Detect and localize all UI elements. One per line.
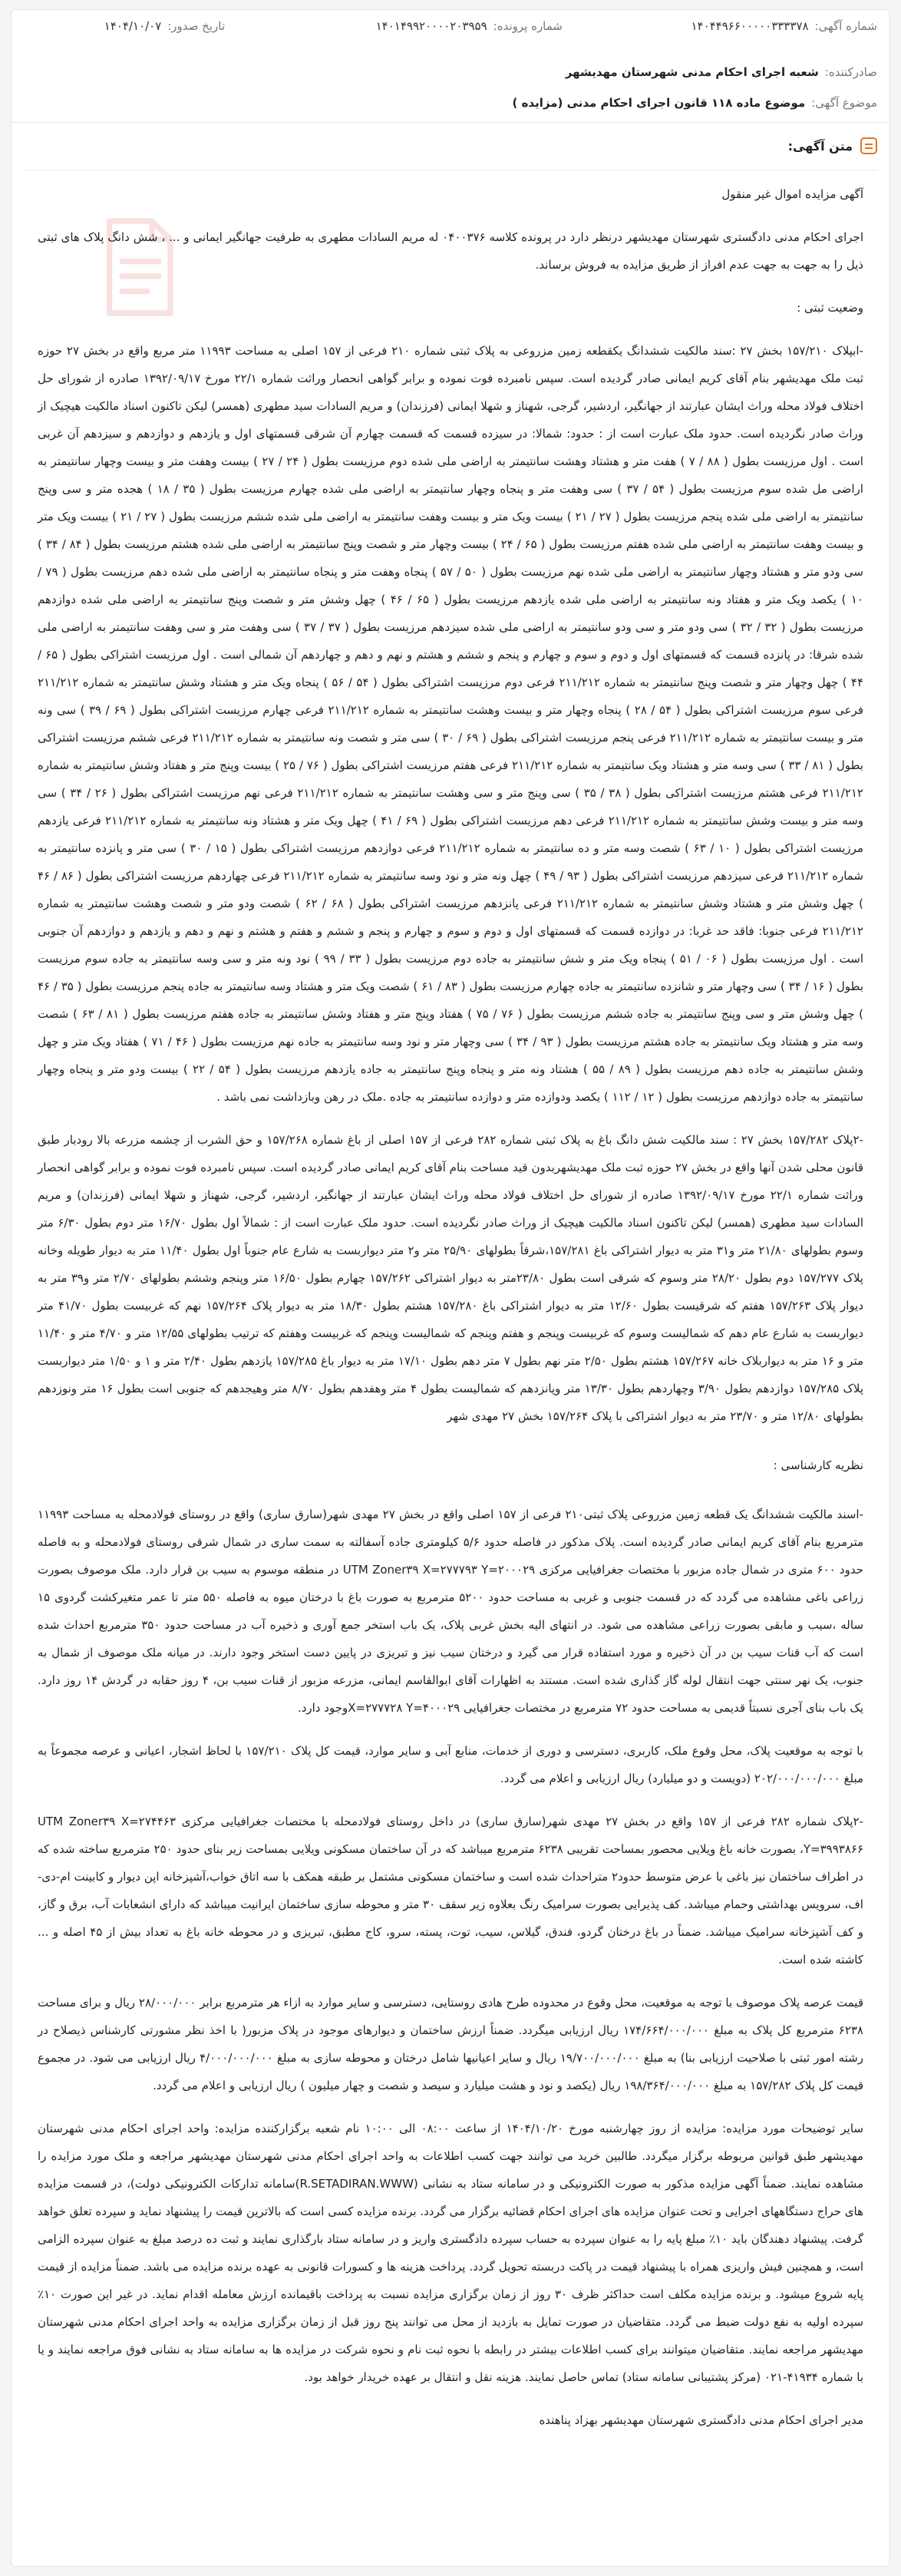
notice-meta	[12, 10, 889, 123]
notice-card	[11, 9, 890, 2567]
notice-doc-icon	[860, 137, 877, 154]
status-paragraph-2: -۲پلاک ۱۵۷/۲۸۲ بخش ۲۷ : سند مالکیت شش دانگ باغ به پلاک ثبتی شماره ۲۸۲ فرعی از ۱۵۷ اصلی از باغ شماره ۱۵۷/۲۶۸ و حق الشرب از چشمه مزرعه بالا رودبار طبق قانون محلی شدن آنها واقع در بخش ۲۷ حوزه ثبت ملک مهدیشهربدون قید مساحت بنام آقای کریم ایمانی صادر گردیده است. سپس نامبرده فوت نموده و برابر گواهی انحصار وراثت شماره ۲۲/۱ مورخ ۱۳۹۲/۰۹/۱۷ صادره از شورای حل اختلاف فولاد محله وراث ایشان عبارتند از جهانگیر، اردشیر، گرجی، شهناز و شهلا ایمانی (فرزندان) و مریم السادات سید مطهری (همسر) لیکن تاکنون اسناد مالکیت هیچیک از وراث صادر نگردیده است. حدود ملک عبارت است از : شمالاً اول بطول ۱۶/۷۰ متر دوم بطول ۶/۳۰ متر وسوم بطولهای ۲۱/۸۰ متر و۳۱ متر به دیوار اشتراکی باغ ۱۵۷/۲۸۱،شرقاً بطولهای ۲۵/۹۰ متر و۲ متر دیواربست به شارع عام جنوباً اول بطول ۱۱/۴۰ متر به دیوار طویله وخانه پلاک ۱۵۷/۲۷۷ دوم بطول ۲۸/۲۰ متر وسوم که شرقی است بطول ۲۳/۸۰متر به دیوار اشتراکی ۱۵۷/۲۶۲ چهارم بطول ۱۶/۵۰ متر وپنجم وششم بطولهای ۲/۷۰ متر و۳۹ متر به دیوار پلاک ۱۵۷/۲۶۳ هفتم که شرقیست بطول ۱۲/۶۰ متر به دیوار اشتراکی باغ ۱۵۷/۲۸۰ هشتم بطول ۱۸/۳۰ متر به دیوار پلاک ۱۵۷/۲۶۴ نهم که غربیست بطول ۴۱/۷۰ متر دیواربست به شارع عام دهم که شمالیست وسوم که غربیست وپنجم و هفتم وپنجم که شمالیست وپنجم که غربیست وهفتم که ترتیب بطولهای ۱۲/۵۵ متر و ۴/۷۰ متر و ۱۱/۴۰ متر و ۱۶ متر به دیواربلاک خانه ۱۵۷/۲۶۷ هشتم بطول ۲/۵۰ متر نهم بطول ۷ متر دهم بطول ۱۷/۱۰ متر به دیوار باغ ۱۵۷/۲۸۵ یازدهم بطول ۲/۴۰ متر و ۱ و ۱/۵۰ متر دیواربست پلاک ۱۵۷/۲۸۵ دوازدهم بطول ۳/۹۰ وچهاردهم بطول ۱۳/۳۰ متر وپانزدهم که شمالیست بطول ۴ متر وهفدهم بطول ۸/۷۰ متر وهیجدهم که جنوبی است بطول ۱۶ متر ونوزدهم بطولهای ۱۲/۸۰ متر و ۲۳/۷۰ متر به دیوار اشتراکی با پلاک ۱۵۷/۲۶۴ بخش ۲۷ مهدی شهر	[38, 1133, 864, 1423]
intro-paragraph: اجرای احکام مدنی دادگستری شهرستان مهدیشهر درنظر دارد در پرونده کلاسه ۰۴۰۰۳۷۶ له مریم السادات مطهری به طرفیت جهانگیر ایمانی و ... ، شش دانگ پلاک های ثبتی ذیل را به جهت به جهت عدم افراز از طریق مزایده به فروش برساند.	[38, 230, 863, 272]
notice-number	[691, 19, 877, 33]
status-title: وضعیت ثبتی :	[797, 301, 863, 315]
issue-date-label: تاریخ صدور:	[167, 19, 225, 33]
final-paragraph: سایر توضیحات مورد مزایده: مزایده از روز چهارشنبه مورخ ۱۴۰۴/۱۰/۲۰ از ساعت ۰۸:۰۰ الی ۱۰:۰۰ نام شعبه برگزارکننده مزایده: واحد اجرای احکام مدنی شهرستان مهدیشهر طبق قوانین مربوطه برگزار میگردد. طالبین خرید می توانند جهت کسب اطلاعات به واحد اجرای احکام مدنی شهرستان مهدیشهر مراجعه و ملک مورد مزایده را مشاهده نمایند. ضمناً آگهی مزایده مذکور به صورت الکترونیکی و در سامانه ستاد به نشانی (R.SETADIRAN.WWW)سامانه تدارکات الکترونیکی دولت)، در قسمت مزایده های حراج دستگاههای اجرایی و تحت عنوان مزایده های اجرای احکام قضائیه برگزار می گردد. برنده مزایده کسی است که بالاترین قیمت را پیشنهاد نماید و سپرده تعلق خواهد گرفت. پیشنهاد دهندگان باید ۱۰٪ مبلغ پایه را به عنوان سپرده به حساب سپرده دادگستری واریز و در سامانه ستاد بارگذاری نمایند و ثبت ده درصد مبلغ به عنوان سپرده الزامی است، و همچنین فیش واریزی همراه با پیشنهاد قیمت در پاکت دربسته تحویل گردد. پرداخت هزینه ها و کسورات قانونی به عهده برنده مزایده می باشد. ضمناً مزایده از قیمت پایه شروع میشود. و برنده مزایده مکلف است حداکثر ظرف ۳۰ روز از زمان برگزاری مزایده نسبت به پرداخت باقیمانده ارزش معامله اقدام نماید. در غیر این صورت ۱۰٪ سپرده اولیه به نفع دولت ضبط می گردد. متقاضیان در صورت تمایل به بازدید از محل می توانند پنج روز قبل از زمان برگزاری مزایده به واحد اجرای احکام مدنی شهرستان مهدیشهر مراجعه نمایند. متقاضیان میتوانند برای کسب اطلاعات بیشتر در رابطه با نحوه ثبت نام و نحوه شرکت در مزایده ها به سامانه ستاد به نشانی فوق مراجعه نمایند و یا با شماره ۴۱۹۳۴-۰۲۱ (مرکز پشتیبانی سامانه ستاد) تماس حاصل نمایند. هزینه نقل و انتقال بر عهده خریدار خواهد بود.	[38, 2122, 863, 2384]
issue-date	[104, 19, 225, 33]
notice-number-label: شماره آگهی:	[814, 19, 877, 33]
notice-heading: آگهی مزایده اموال غیر منقول	[721, 187, 863, 201]
expert-paragraph-2: با توجه به موقعیت پلاک، محل وقوع ملک، کاربری، دسترسی و دوری از خدمات، منابع آبی و سایر موارد، قیمت کل پلاک ۱۵۷/۲۱۰ با لحاظ اشجار، اعیانی و عرصه مجموعاً به مبلغ ۲۰۲/۰۰۰/۰۰۰/۰۰۰ (دویست و دو میلیارد) ریال ارزیابی و اعلام می گردد.	[38, 1744, 863, 1785]
case-number	[376, 19, 563, 33]
section-title	[788, 133, 877, 159]
meta-row	[24, 19, 877, 41]
expert-title: نظریه کارشناسی :	[773, 1458, 863, 1472]
case-number-value: ۱۴۰۱۴۹۹۲۰۰۰۰۲۰۳۹۵۹	[375, 19, 487, 33]
issuer-label: صادرکننده:	[824, 65, 877, 79]
subject-value: موضوع ماده ۱۱۸ قانون اجرای احکام مدنی (مزایده )	[512, 96, 806, 110]
subject-label: موضوع آگهی:	[811, 96, 877, 110]
case-number-label: شماره پرونده:	[493, 19, 563, 33]
status-paragraph-1: -ابپلاک ۱۵۷/۲۱۰ بخش ۲۷ :سند مالکیت ششدانگ یکقطعه زمین مزروعی به پلاک ثبتی شماره ۲۱۰ فرعی از ۱۵۷ اصلی به مساحت ۱۱۹۹۳ متر مربع واقع در بخش ۲۷ حوزه ثبت ملک مهدیشهر بنام آقای کریم ایمانی صادر گردیده است. سپس نامبرده فوت نموده و برابر گواهی انحصار وراثت شماره ۲۲/۱ مورخ ۱۳۹۲/۰۹/۱۷ صادره از شورای حل اختلاف فولاد محله وراث ایشان عبارتند از جهانگیر، اردشیر، گرجی، شهناز و شهلا ایمانی (فرزندان) و مریم السادات سید مطهری (همسر) لیکن تاکنون اسناد مالکیت هیچیک از وراث صادر نگردیده است. حدود ملک عبارت است از : حدود: شمالا: در سیزده قسمت که قسمت چهارم آن شرقی قسمتهای اول و یازدهم و دوازدهم و سیزدهم آن غربی است . اول مرزیست بطول ( ۸۸ / ۷ ) هفت متر و هشتاد وهشت سانتیمتر به اراضی ملی شده دوم مرزیست بطول ( ۲۴ / ۲۷ ) بیست وهفت متر و بیست وچهار سانتیمتر به اراضی مل شده سوم مرزیست بطول ( ۵۴ / ۳۷ ) سی وهفت متر و پنجاه وچهار سانتیمتر به اراضی ملی شده چهارم مرزیست بطول ( ۳۵ / ۱۸ ) هجده متر و سی وپنج سانتیمتر به اراضی ملی شده پنجم مرزیست بطول ( ۲۷ / ۲۱ ) بیست ویک متر و بیست وهفت سانتیمتر به اراضی ملی شده ششم مرزیست بطول ( ۲۷ / ۲۱ ) بیست ویک متر و بیست وهفت سانتیمتر به اراضی ملی شده هفتم مرزیست بطول ( ۶۵ / ۲۴ ) بیست وچهار متر و شصت وپنج سانتیمتر به اراضی ملی شده هشتم مرزیست بطول ( ۸۴ / ۳۴ ) سی ودو متر و هشتاد وچهار سانتیمتر به اراضی ملی شده نهم مرزیست بطول ( ۵۰ / ۵۷ ) پنجاه وهفت متر و پنجاه سانتیمتر به اراضی ملی شده دهم مرزیست بطول ( ۷۹ / ۱۰ ) یکصد ویک متر و هفتاد ونه سانتیمتر به اراضی ملی شده یازدهم مرزیست بطول ( ۶۵ / ۴۶ ) چهل وشش متر و شصت وپنج سانتیمتر به اراضی ملی شده دوازدهم مرزیست بطول ( ۳۲ / ۳۲ ) سی ودو متر و سی ودو سانتیمتر به اراضی ملی شده سیزدهم مرزیست بطول ( ۳۷ / ۳۷ ) سی وهفت متر و سی وهفت سانتیمتر به اراضی ملی شده شرقا: در پانزده قسمت که قسمتهای اول و دوم و سوم و چهارم و پنجم و ششم و هشتم و نهم و دهم و چهاردهم آن شمالی است . اول مرزیست اشتراکی بطول ( ۶۵ / ۴۴ ) چهل وچهار متر و شصت وپنج سانتیمتر به شماره ۲۱۱/۲۱۲ فرعی دوم مرزیست اشتراکی بطول ( ۵۴ / ۵۶ ) پنجاه ویک متر و هشتاد وشش سانتیمتر به شماره ۲۱۱/۲۱۲ فرعی سوم مرزیست اشتراکی بطول ( ۵۴ / ۲۸ ) پنجاه وچهار متر و بیست وهشت سانتیمتر به شماره ۲۱۱/۲۱۲ فرعی چهارم مرزیست اشتراکی بطول ( ۶۹ / ۳۹ ) سی ونه متر و بیست سانتیمتر به شماره ۲۱۱/۲۱۲ فرعی پنجم مرزیست اشتراکی بطول ( ۶۹ / ۳۰ ) سی متر و شصت ونه سانتیمتر به شماره ۲۱۱/۲۱۲ فرعی ششم مرزیست اشتراکی بطول ( ۸۱ / ۳۳ ) سی وسه متر و هشتاد ویک سانتیمتر به شماره ۲۱۱/۲۱۲ فرعی هفتم مرزیست اشتراکی بطول ( ۷۶ / ۲۵ ) بیست وپنج متر و هفتاد وشش سانتیمتر به شماره ۲۱۱/۲۱۲ فرعی هشتم مرزیست اشتراکی بطول ( ۳۸ / ۳۵ ) سی وپنج متر و سی وهشت سانتیمتر به شماره ۲۱۱/۲۱۲ فرعی نهم مرزیست اشتراکی بطول ( ۲۶ / ۳۴ ) سی وسه متر و بیست وشش سانتیمتر به شماره ۲۱۱/۲۱۲ فرعی دهم مرزیست اشتراکی بطول ( ۶۹ / ۴۱ ) چهل ویک متر و هشتاد ونه سانتیمتر به شماره ۲۱۱/۲۱۲ فرعی یازدهم مرزیست اشتراکی بطول ( ۱۰ / ۶۳ ) شصت وسه متر و ده سانتیمتر به شماره ۲۱۱/۲۱۲ فرعی دوازدهم مرزیست اشتراکی بطول ( ۱۵ / ۳۰ ) سی متر و پانزده سانتیمتر به شماره ۲۱۱/۲۱۲ فرعی سیزدهم مرزیست اشتراکی بطول ( ۹۳ / ۴۹ ) چهل ونه متر و نود وسه سانتیمتر به شماره ۲۱۱/۲۱۲ فرعی چهاردهم مرزیست اشتراکی بطول ( ۸۶ / ۴۶ ) چهل وشش متر و هشتاد وشش سانتیمتر به شماره ۲۱۱/۲۱۲ فرعی پانزدهم مرزیست اشتراکی بطول ( ۶۸ / ۶۲ ) شصت ودو متر و شصت وهشت سانتیمتر به شماره ۲۱۱/۲۱۲ فرعی جنوبا: فاقد حد غربا: در دوازده قسمت که قسمتهای اول و دوم و سوم و چهارم و پنجم و ششم و هفتم و هشتم و نهم و دهم و یازدهم و دوازدهم آن جنوبی است . اول مرزیست بطول ( ۰۶ / ۵۱ ) پنجاه ویک متر و شش سانتیمتر به جاده دوم مرزیست بطول ( ۳۳ / ۹۹ ) نود ونه متر و سی وسه سانتیمتر به جاده سوم مرزیست بطول ( ۱۶ / ۳۴ ) سی وچهار متر و شانزده سانتیمتر به جاده چهارم مرزیست بطول ( ۸۳ / ۶۱ ) شصت ویک متر و هشتاد وسه سانتیمتر به جاده پنجم مرزیست بطول ( ۳۵ / ۴۶ ) چهل وشش متر و سی وپنج سانتیمتر به جاده ششم مرزیست بطول ( ۷۶ / ۷۵ ) هفتاد وپنج متر و هفتاد وشش سانتیمتر به جاده هفتم مرزیست بطول ( ۸۱ / ۶۳ ) شصت وسه متر و هشتاد ویک سانتیمتر به جاده هشتم مرزیست بطول ( ۹۳ / ۳۴ ) سی وچهار متر و نود وسه سانتیمتر به جاده نهم مرزیست بطول ( ۴۶ / ۷۱ ) هفتاد ویک متر و چهل وشش سانتیمتر به جاده دهم مرزیست بطول ( ۸۹ / ۵۵ ) هشتاد ونه متر و پنجاه وپنج سانتیمتر به جاده یازدهم مرزیست بطول ( ۵۴ / ۲۲ ) بیست ودو متر و پنجاه وچهار سانتیمتر به جاده دوازدهم مرزیست بطول ( ۱۲ / ۱۱۲ ) یکصد ودوازده متر و دوازده سانتیمتر به جاده .ملک در رهن وبازداشت نمی باشد .	[38, 344, 864, 1104]
notice-body	[38, 180, 863, 2434]
section-title-text: متن آگهی:	[787, 138, 853, 154]
issue-date-value: ۱۴۰۴/۱۰/۰۷	[104, 19, 162, 33]
expert-paragraph-3: -۲پلاک شماره ۲۸۲ فرعی از ۱۵۷ واقع در بخش ۲۷ مهدی شهر(سارق ساری) در داخل روستای فولادمحله با مختصات جغرافیایی مرکزی UTM Zoner۳۹ X=۲۷۴۴۶۳ Y=۳۹۹۳۸۶۶، بصورت خانه باغ ویلایی محصور بمساحت تقریبی ۶۲۳۸ مترمربع میباشد که در آن ساختمان مسکونی ویلایی بمساحت زیر بنای حدود ۲۵۰ مترمربع ساخته شده که در اطراف ساختمان نیز باغی با عرض متوسط حدود۲ متراحداث شده است و ساختمان مسکونی مشتمل بر طبقه همکف با سه اتاق خواب،آشپزخانه اپن دیوار و کابینت ام-دی-اف، سرویس بهداشتی وحمام میباشد. کف پذیرایی بصورت سرامیک رنگ بعلاوه زیر سقف ۳۰ متر و محوطه سازی ساختمان ایرانیت میباشد که دارای انشعابات آب، برق و گاز، و کف آشپزخانه سرامیک میباشد. ضمناً در باغ درختان گردو، فندق، گیلاس، سیب، توت، پسته، سرو، کاج مطبق، تبریزی و در محوطه خانه باغ به تعداد بیش از ۴۵ اصله و ... کاشته شده است.	[38, 1815, 864, 1967]
issuer-value: شعبه اجرای احکام مدنی شهرستان مهدیشهر	[565, 65, 819, 79]
subject	[513, 96, 878, 110]
signature: مدیر اجرای احکام مدنی دادگستری شهرستان مهدیشهر بهزاد پناهنده	[539, 2413, 863, 2427]
notice-number-value: ۱۴۰۴۴۹۶۶۰۰۰۰۰۳۳۳۳۷۸	[691, 19, 809, 33]
expert-paragraph-1: -اسند مالکیت ششدانگ یک قطعه زمین مزروعی پلاک ثبتی۲۱۰ فرعی از ۱۵۷ اصلی واقع در بخش ۲۷ مهدی شهر(سارق ساری) واقع در روستای فولادمحله به مساحت ۱۱۹۹۳ مترمربع بنام آقای کریم ایمانی صادر گردیده است. پلاک مذکور در فاصله حدود ۵/۶ کیلومتری جاده آسفالته به سمت ساری در شمال شرقی روستای فولادمحله و به فاصله حدود ۶۰۰ متری در شمال جاده مزبور با مختصات جغرافیایی مرکزی UTM Zoner۳۹ X=۲۷۷۷۹۳ Y=۲۰۰۰۲۹ در منطقه موسوم به سیب بن قرار دارد. ملک موصوف بصورت زراعی باغی مشاهده می گردد که در قسمت جنوبی و غربی به مساحت حدود ۵۲۰۰ مترمربع به صورت باغ با درختان میوه به فاصله ۵۵۰ متر تا عمر متغیرکشت گردوی ۱۵ ساله ،سیب و مابقی بصورت زراعی مشاهده می شود. در انتهای الیه بخش غربی پلاک، یک باب استخر جمع آوری و ذخیره آب در مساحت حدود ۳۵۰ مترمربع احداث شده است که آب قنات سیب بن در آن ذخیره و مورد استفاده قرار می گیرد و درختان سیب نیز و تبریزی در پایین دست استخر وجود دارند. در میانه ملک موصوف از شمال به جنوب، یک نهر سنتی جهت انتقال لوله گاز گذاری شده است. مستند به اظهارات آقای ابوالقاسم ایمانی، مزرعه مزبور از قنات سیب بن، ۴ روز حقابه در گردش ۱۴ روز دارد. یک باب بنای آجری نسبتاً قدیمی به مساحت حدود ۷۲ مترمربع در مختصات جغرافیایی X=۲۷۷۷۲۸ Y=۴۰۰۰۲۹وجود دارد.	[38, 1508, 864, 1715]
expert-paragraph-4: قیمت عرصه پلاک موصوف با توجه به موقعیت، محل وقوع در محدوده طرح هادی روستایی، دسترسی و سایر موارد به ازاء هر مترمربع برابر ۲۸/۰۰۰/۰۰۰ ریال و برای مساحت ۶۲۳۸ مترمربع کل پلاک به مبلغ ۱۷۴/۶۶۴/۰۰۰/۰۰۰ ریال ارزیابی میگردد. ضمناً ارزش ساختمان و دیوارهای موجود در پلاک مزبور( با اخذ نظر مشورتی کارشناس ذیصلاح در رشته امور ثبتی با صلاحیت ارزیابی بنا) به مبلغ ۱۹/۷۰۰/۰۰۰/۰۰۰ ریال و سایر اعیانیها شامل درختان و محوطه سازی به مبلغ ۴/۰۰۰/۰۰۰/۰۰۰ ریال ارزیابی می شود. در مجموع قیمت کل پلاک ۱۵۷/۲۸۲ به مبلغ ۱۹۸/۳۶۴/۰۰۰/۰۰۰ ریال (یکصد و نود و هشت میلیارد و سیصد و شصت و چهار میلیون ) ریال ارزیابی و اعلام می گردد.	[38, 1996, 863, 2092]
issuer	[566, 65, 877, 79]
